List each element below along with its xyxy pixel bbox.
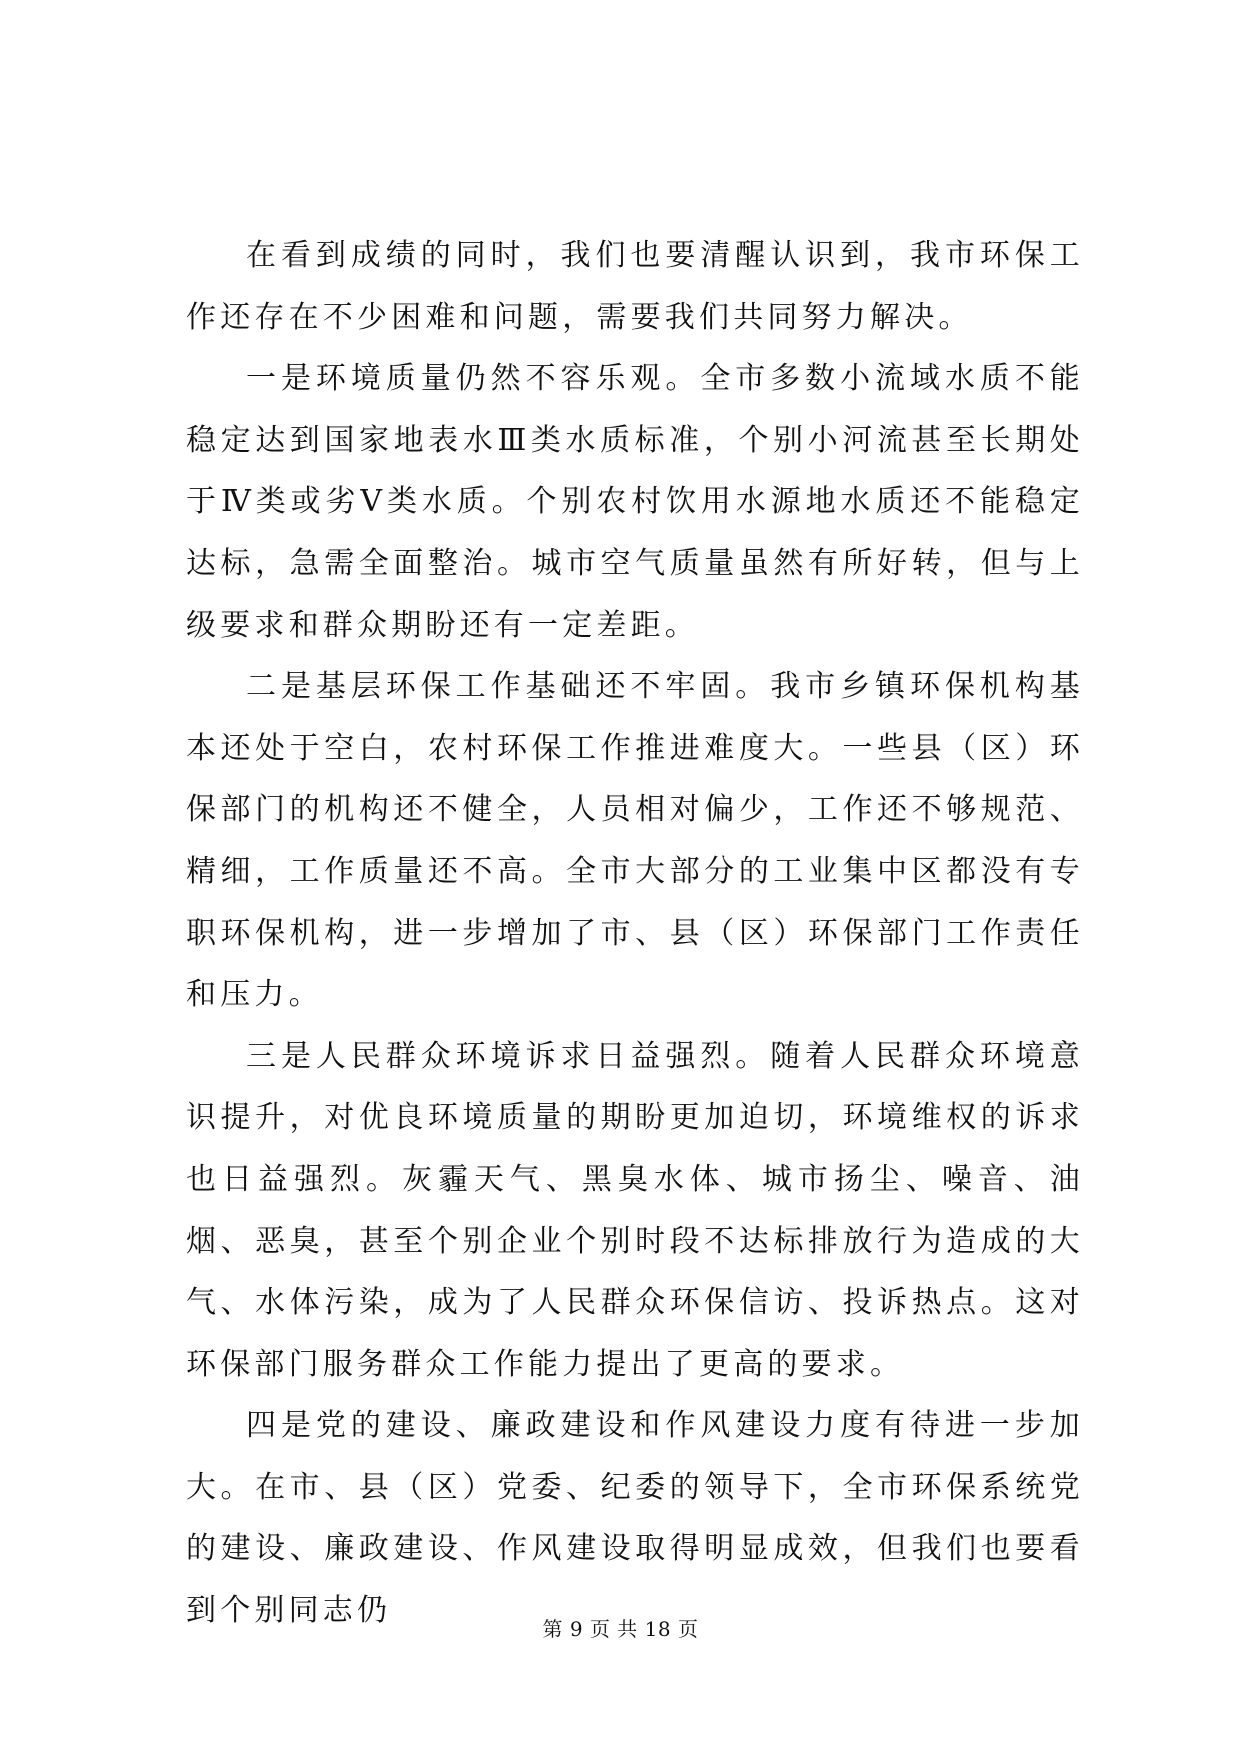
paragraph-point-two: 二是基层环保工作基础还不牢固。我市乡镇环保机构基本还处于空白，农村环保工作推进难度大。一些县（区）环保部门的机构还不健全，人员相对偏少，工作还不够规范、精细，工作质量还不高。全市大部分的工业集中区都没有专职环保机构，进一步增加了市、县（区）环保部门工作责任和压力。 [186, 669, 1084, 1013]
paragraph-point-three: 三是人民群众环境诉求日益强烈。随着人民群众环境意识提升，对优良环境质量的期盼更加迫切，环境维权的诉求也日益强烈。灰霾天气、黑臭水体、城市扬尘、噪音、油烟、恶臭，甚至个别企业个别时段不达标排放行为造成的大气、水体污染，成为了人民群众环保信访、投诉热点。这对环保部门服务群众工作能力提出了更高的要求。 [186, 1038, 1084, 1382]
paragraph-point-four: 四是党的建设、廉政建设和作风建设力度有待进一步加大。在市、县（区）党委、纪委的领导下，全市环保系统党的建设、廉政建设、作风建设取得明显成效，但我们也要看到个别同志仍 [186, 1408, 1084, 1629]
paragraph-point-one: 一是环境质量仍然不容乐观。全市多数小流域水质不能稳定达到国家地表水Ⅲ类水质标准，个别小河流甚至长期处于Ⅳ类或劣Ⅴ类水质。个别农村饮用水源地水质还不能稳定达标，急需全面整治。城市空气质量虽然有所好转，但与上级要求和群众期盼还有一定差距。 [186, 361, 1084, 643]
document-body [186, 225, 1084, 1642]
paragraph-intro: 在看到成绩的同时，我们也要清醒认识到，我市环保工作还存在不少困难和问题，需要我们共同努力解决。 [186, 238, 1084, 335]
page-number-footer: 第 9 页 共 18 页 [542, 1617, 699, 1641]
